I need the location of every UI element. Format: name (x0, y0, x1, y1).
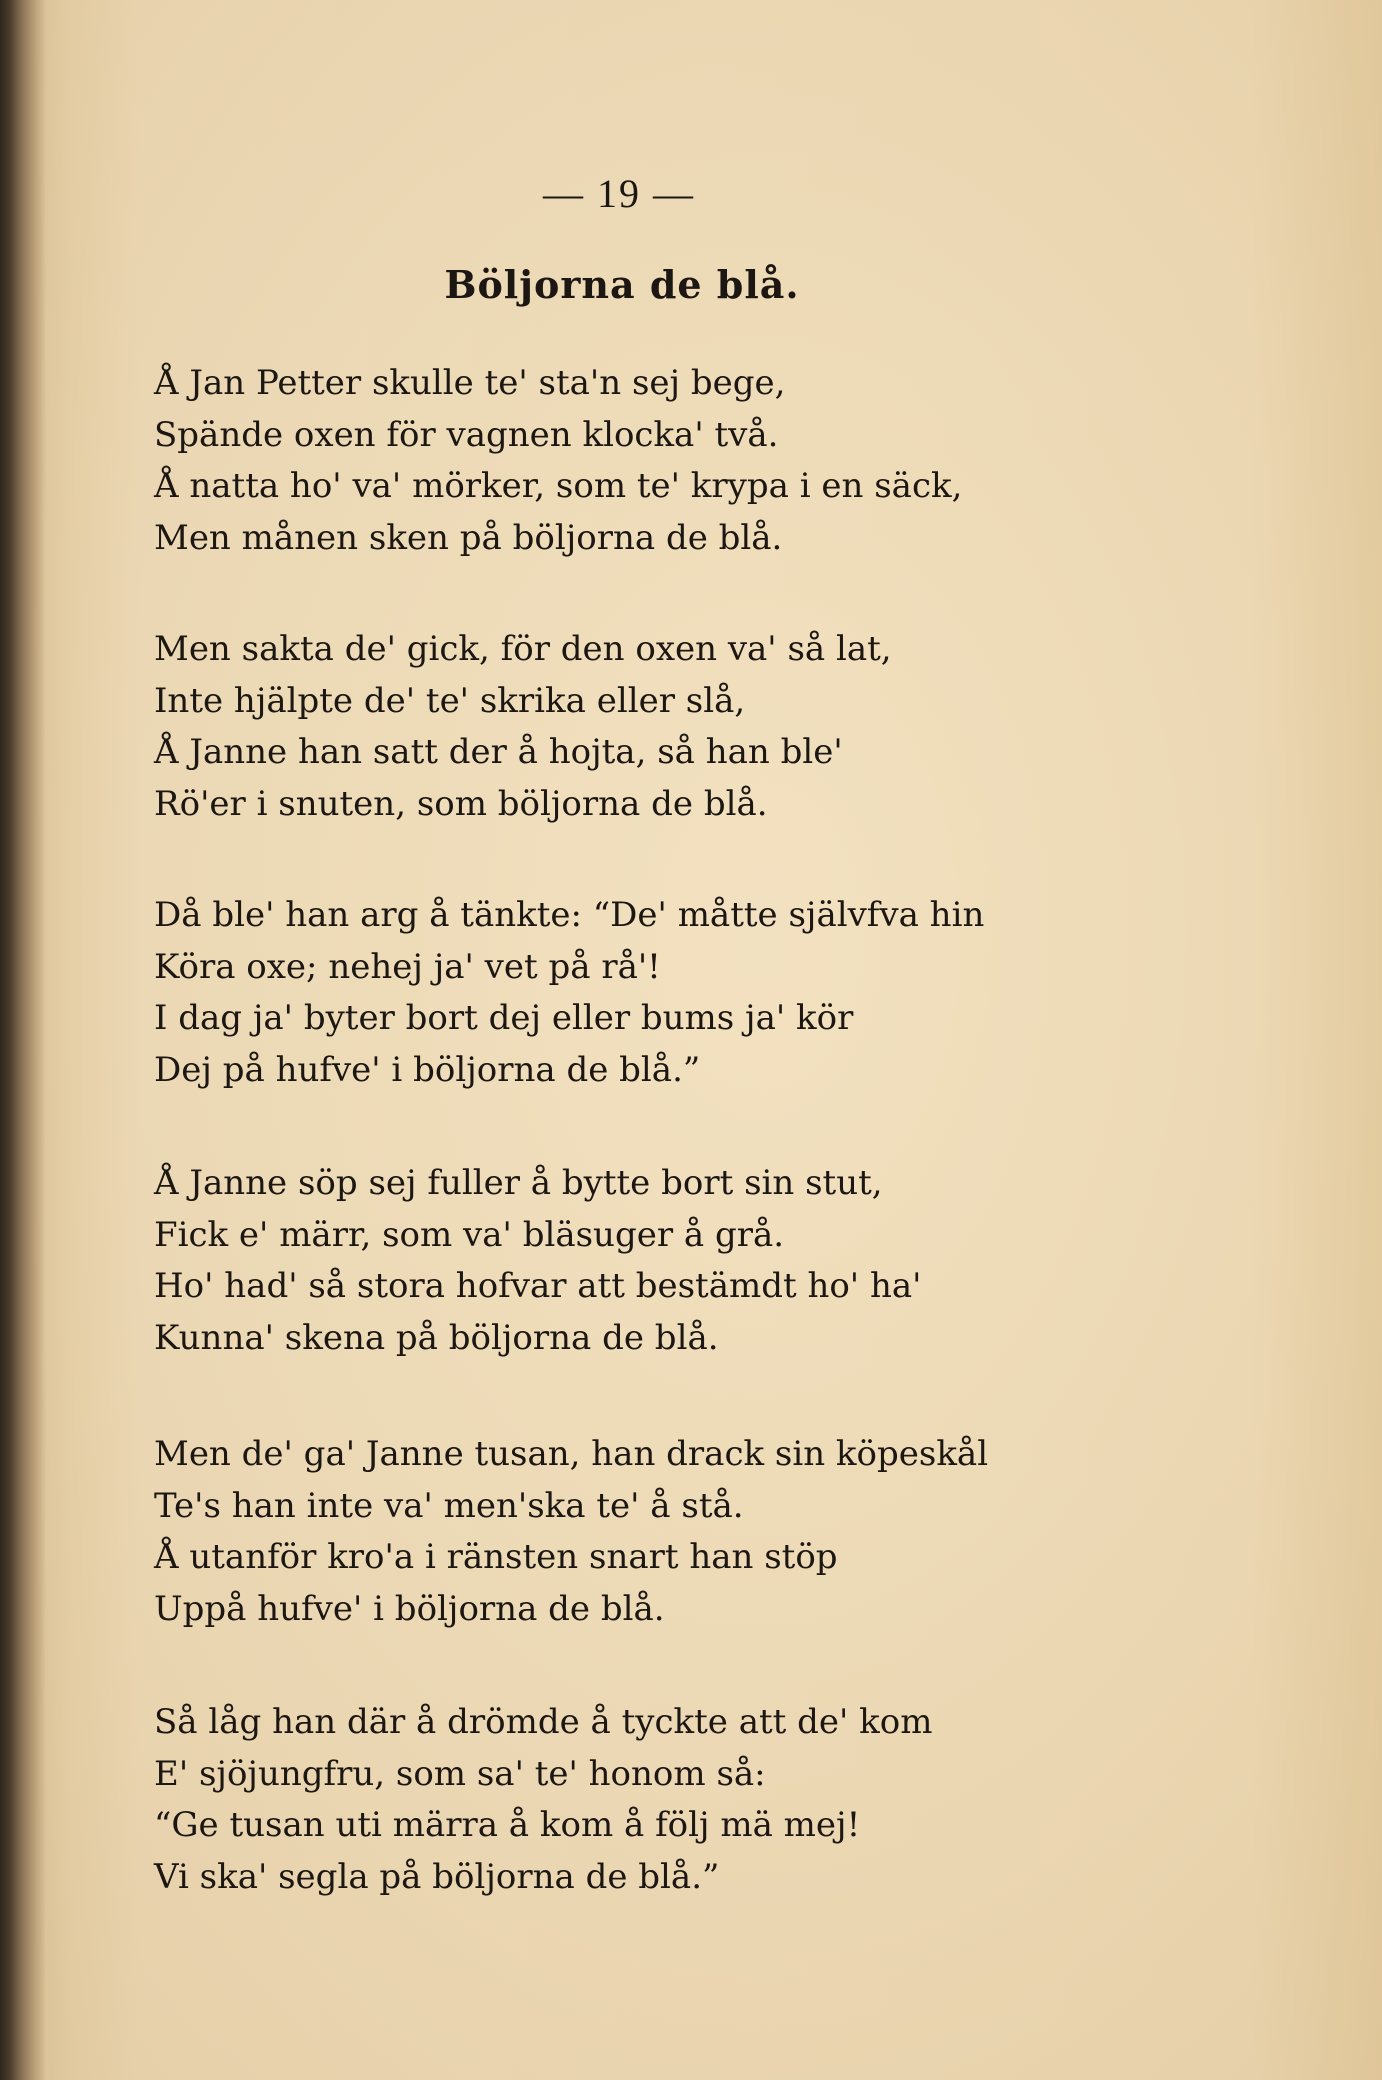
verse-line: Men sakta de' gick, för den oxen va' så lat, (154, 629, 892, 669)
verse-line: Å utanför kro'a i ränsten snart han stöp (154, 1537, 838, 1577)
verse-line: Te's han inte va' men'ska te' å stå. (154, 1485, 744, 1526)
verse-line: Dej på hufve' i böljorna de blå.” (154, 1049, 701, 1090)
verse-line: Inte hjälpte de' te' skrika eller slå, (154, 680, 746, 721)
page-binding-edge (0, 0, 46, 2080)
verse-line: Men de' ga' Janne tusan, han drack sin köpeskål (154, 1434, 989, 1474)
verse-line: Ho' had' så stora hofvar att bestämdt ho' ha' (154, 1266, 922, 1306)
stanza-1 (154, 358, 1154, 564)
verse-line: I dag ja' byter bort dej eller bums ja' kör (154, 998, 854, 1038)
verse-line: E' sjöjungfru, som sa' te' honom så: (154, 1753, 766, 1794)
stanza-6 (154, 1697, 1154, 1903)
verse-line: Å Janne söp sej fuller å bytte bort sin stut, (154, 1163, 883, 1203)
stanza-2 (154, 624, 1154, 830)
verse-line: Å Janne han satt der å hojta, så han ble' (154, 732, 843, 772)
verse-line: Men månen sken på böljorna de blå. (154, 517, 783, 558)
verse-line: Kunna' skena på böljorna de blå. (154, 1317, 719, 1358)
verse-line: Så låg han där å drömde å tyckte att de' kom (154, 1702, 933, 1742)
stanza-3 (154, 890, 1154, 1096)
verse-line: Å Jan Petter skulle te' sta'n sej bege, (154, 363, 786, 403)
page-number: — 19 — (543, 171, 695, 216)
stanza-4 (154, 1158, 1154, 1364)
verse-line: Spände oxen för vagnen klocka' två. (154, 414, 779, 455)
verse-line: Uppå hufve' i böljorna de blå. (154, 1588, 665, 1629)
verse-line: Rö'er i snuten, som böljorna de blå. (154, 783, 768, 824)
stanza-5 (154, 1429, 1154, 1635)
verse-line: Då ble' han arg å tänkte: “De' måtte självfva hin (154, 895, 985, 935)
poem-title: Böljorna de blå. (444, 262, 800, 307)
verse-line: Köra oxe; nehej ja' vet på rå'! (154, 946, 661, 987)
verse-line: Å natta ho' va' mörker, som te' krypa i en säck, (154, 466, 963, 506)
verse-line: Fick e' märr, som va' bläsuger å grå. (154, 1214, 785, 1255)
verse-line: “Ge tusan uti märra å kom å följ mä mej! (154, 1805, 861, 1845)
verse-line: Vi ska' segla på böljorna de blå.” (154, 1856, 720, 1897)
